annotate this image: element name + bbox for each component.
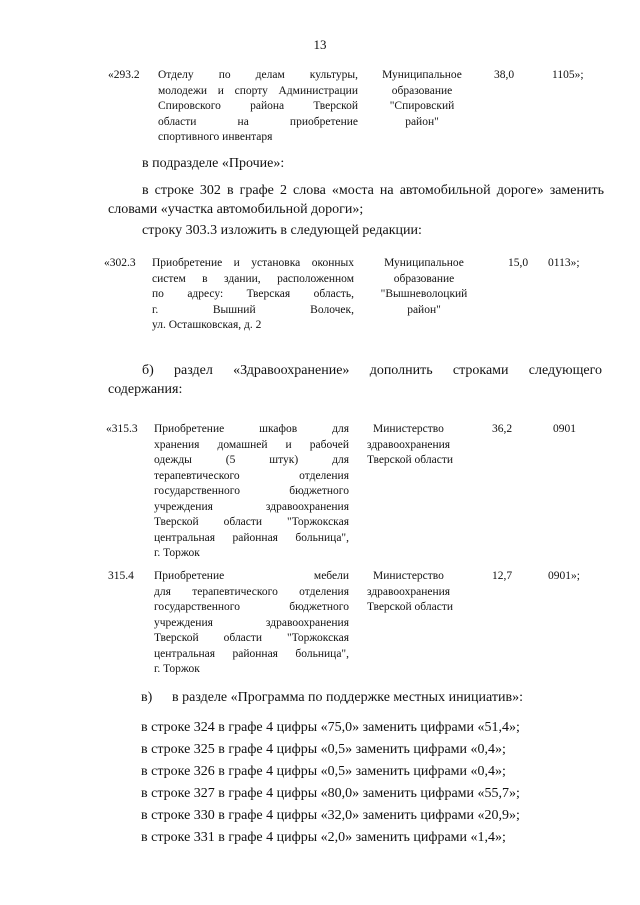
change-line-324: в строке 324 в графе 4 цифры «75,0» заменить цифрами «51,4»;	[141, 720, 520, 735]
description-line: терапевтического отделения	[154, 469, 349, 482]
description-line: одежды (5 штук) для	[154, 454, 349, 466]
description-line: государственного бюджетного	[154, 485, 349, 497]
description-line: молодежи и спорту Администрации	[158, 84, 358, 97]
organization-line: образование	[391, 84, 453, 97]
description-line: Спировского района Тверской	[158, 100, 358, 112]
description-line: Приобретение и установка оконных	[152, 257, 354, 269]
description-line: Отделу по делам культуры,	[158, 69, 358, 81]
row-organization	[367, 422, 487, 469]
paragraph-prochie: в подразделе «Прочие»:	[142, 156, 285, 171]
description-line: учреждения здравоохранения	[154, 616, 349, 629]
organization-line: здравоохранения	[367, 585, 451, 598]
row-amount: 38,0	[494, 69, 515, 81]
description-line: государственного бюджетного	[154, 601, 349, 613]
row-organization	[367, 569, 487, 616]
change-line-327: в строке 327 в графе 4 цифры «80,0» заменить цифрами «55,7»;	[141, 786, 520, 801]
page-number: 13	[313, 37, 327, 52]
row-code: 0901»;	[548, 570, 580, 582]
description-line: Приобретение шкафов для	[154, 423, 349, 435]
row-description	[152, 256, 354, 334]
organization-line: район"	[407, 303, 441, 316]
description-line: спортивного инвентаря	[158, 131, 273, 143]
row-description	[154, 569, 349, 678]
paragraph-303: строку 303.3 изложить в следующей редакции:	[142, 223, 422, 238]
paragraph-b-cont: содержания:	[108, 382, 183, 397]
organization-line: "Спировский	[389, 100, 455, 112]
row-code: 0113»;	[548, 257, 580, 269]
row-number: 315.4	[108, 570, 134, 582]
paragraph-line: в строке 302 в графе 2 слова «моста на автомобильной дороге» заменить	[142, 183, 604, 198]
description-line: учреждения здравоохранения	[154, 500, 349, 513]
row-organization	[368, 68, 476, 130]
row-description	[154, 422, 349, 562]
description-line: хранения домашней и рабочей	[154, 438, 349, 451]
description-line: г. Торжок	[154, 663, 200, 675]
description-line: области на приобретение	[158, 115, 358, 128]
paragraph-302	[108, 181, 604, 200]
organization-line: Муниципальное	[384, 257, 464, 269]
organization-line: "Вышневолоцкий	[380, 288, 468, 300]
description-line: г. Вышний Волочек,	[152, 303, 354, 316]
row-number: «302.3	[104, 257, 136, 269]
description-line: для терапевтического отделения	[154, 585, 349, 598]
row-code: 1105»;	[552, 69, 584, 81]
description-line: Приобретение мебели	[154, 570, 349, 582]
paragraph-v-letter: в)	[141, 690, 153, 705]
description-line: систем в здании, расположенном	[152, 272, 354, 285]
row-amount: 36,2	[492, 423, 513, 435]
organization-line: Министерство	[373, 423, 444, 435]
row-amount: 15,0	[508, 257, 529, 269]
description-line: ул. Осташковская, д. 2	[152, 319, 262, 331]
description-line: центральная районная больница",	[154, 531, 349, 544]
row-organization	[364, 256, 484, 318]
row-description	[158, 68, 358, 146]
row-number: «315.3	[106, 423, 138, 435]
description-line: центральная районная больница",	[154, 647, 349, 660]
row-code: 0901	[553, 423, 576, 435]
description-line: по адресу: Тверская область,	[152, 288, 354, 300]
organization-line: Муниципальное	[382, 69, 462, 81]
change-line-326: в строке 326 в графе 4 цифры «0,5» заменить цифрами «0,4»;	[141, 764, 506, 779]
organization-line: район"	[405, 115, 439, 128]
paragraph-b	[108, 361, 602, 380]
paragraph-302-cont: словами «участка автомобильной дороги»;	[108, 202, 364, 217]
row-number: «293.2	[108, 69, 140, 81]
change-line-325: в строке 325 в графе 4 цифры «0,5» заменить цифрами «0,4»;	[141, 742, 506, 757]
description-line: Тверской области "Торжокская	[154, 632, 349, 644]
change-line-331: в строке 331 в графе 4 цифры «2,0» заменить цифрами «1,4»;	[141, 830, 506, 845]
paragraph-line: б) раздел «Здравоохранение» дополнить строками следующего	[142, 363, 602, 378]
organization-line: здравоохранения	[367, 438, 451, 451]
organization-line: образование	[393, 272, 455, 285]
change-line-330: в строке 330 в графе 4 цифры «32,0» заменить цифрами «20,9»;	[141, 808, 520, 823]
organization-line: Тверской области	[367, 601, 453, 613]
organization-line: Тверской области	[367, 454, 453, 466]
organization-line: Министерство	[373, 570, 444, 582]
description-line: г. Торжок	[154, 547, 200, 559]
description-line: Тверской области "Торжокская	[154, 516, 349, 528]
row-amount: 12,7	[492, 570, 513, 582]
paragraph-v-text: в разделе «Программа по поддержке местных инициатив»:	[172, 690, 523, 705]
